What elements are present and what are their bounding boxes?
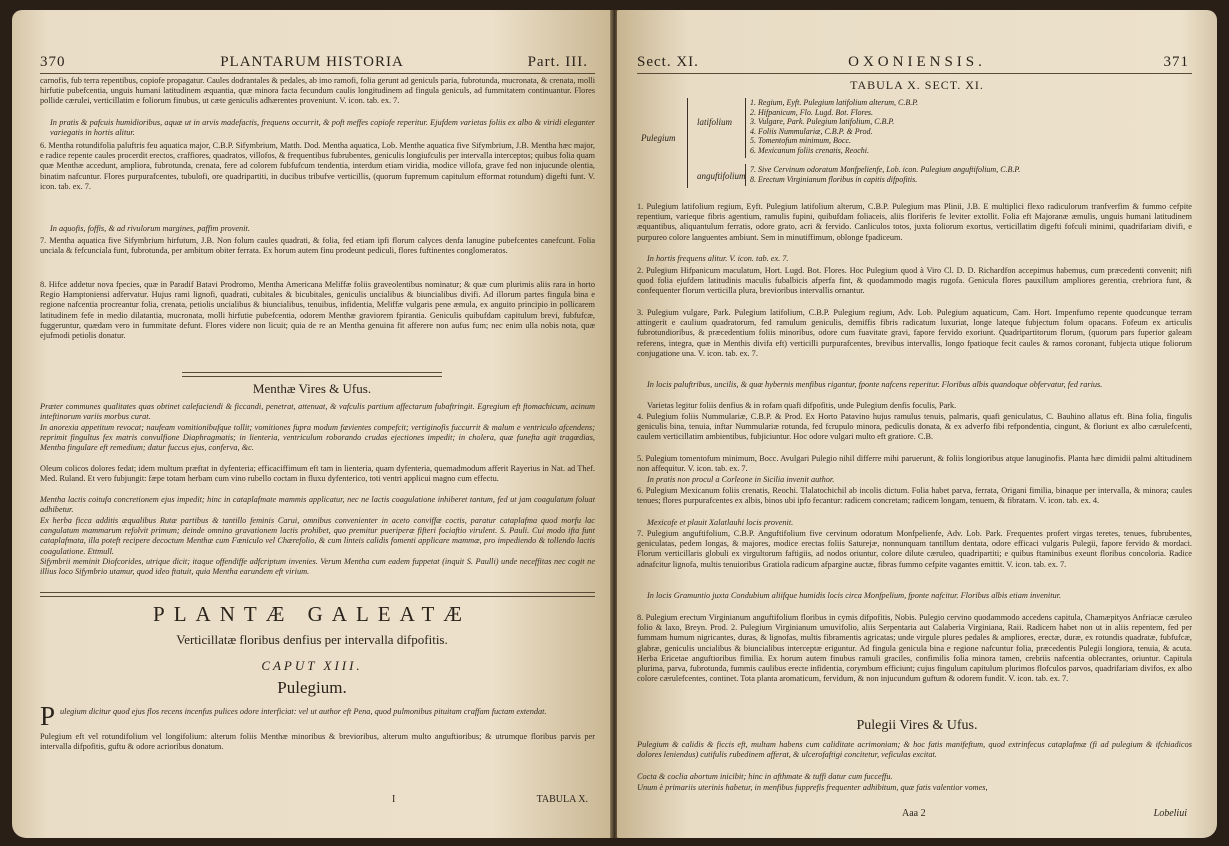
table-item: 1. Regium, Eyft. Pulegium latifolium alterum, C.B.P.: [750, 98, 919, 107]
paragraph: 8. Pulegium erectum Virginianum anguftifolium floribus in cymis difpofitis, Nobis. Pulegio cervino quodammodo accedens capitula, Chamæpityos Anfriacæ cæruleo folio & laxo, Breyn. Prod. 2. Pulegium Virginianum umuvifolio, aliis Serpentaria aut Calaberia Virginiana, Raii. Radicem habet non ut in aliis repentem, fed per fummam humum nigricantes, duras, & lignofas, multis fibramentis agricatas; unde virgule plures pedales & ampliores, erectæ, duræ, ex rotundis quadratæ, fubfufcæ, glabræ, geniculis uncialibus & biuncialibus interceptæ eriguntur. Ad fingula genicula bina e regione nafcuntur folia, præcedentis Pulegii longiora, tenuia, & acuta. Herba Ericetae anguftioribus fimilia. Ex horum autem finubus ramuli graciles, confimilis folia minora tamen, crebriis nafcentia oblecrantes, oriuntur. Capitula plurima, parva, fubrotunda, fummis caulibus erecte infidentia, corymbum efficiunt; cujus fingulum capitulum plurimos flofculos parvos, quadrifariam divifos, ex albo colore cærulefcentes, continet. Tota planta aromaticum, fervidum, & non injucundum guftum & odorem fundit. V. icon. tab. ex. 7.: [637, 613, 1192, 684]
table-list: [750, 165, 1190, 184]
table-group-label: anguftifolium: [697, 171, 746, 181]
paragraph: 2. Pulegium Hifpanicum maculatum, Hort. Lugd. Bot. Flores. Hoc Pulegium quod à Viro Cl. D. D. Richardfon accepimus habemus, cum præcedenti convenit; nifi quod folia ejufdem latitudinis maculis fubalbicis afperfa fint, & quodammodo magis rugofa. Genicula flores pauxillum ampliores gerentia, crebriora funt, & confequenter florum verticilla plura, brevioribus intervallis ornantur.: [637, 266, 1192, 296]
section-label: Sect. XI.: [637, 54, 699, 70]
paragraph: Varietas legitur foliis denfius & in rofam quafi difpofitis, unde Pulegium denfis foculis, Park.: [647, 401, 957, 410]
paragraph: In anorexia appetitum revocat; naufeam vomitionibufque tollit; vomitiones fupra modum fævientes compefcit; vertiginofis fuccurrit & malum e ventriculo afcendens; reprimit fingultus fex matris convulfione Diaphragmatis; in lienteria, ventriculum roborando crudas ejectiones impedit; in cholera, quæ funefta agit tragœdias, Mentha fingulare eft remedium; datur fuccus ejus, conferva, &c.: [40, 423, 595, 453]
table-title: TABULA X. SECT. XI.: [850, 78, 984, 92]
right-page: [617, 10, 1217, 838]
open-book: [12, 10, 1217, 838]
paragraph: 7. Pulegium anguftifolium, C.B.P. Anguftifolium five cervinum odoratum Monfpelienfe, Adv. Lob. Park. Frequentes profert virgas teretes, tenues, fubrubentes, geniculatas, pedem longas, & majores, modice erectas foliis Saturejæ, nonnunquam tantillum dentata, odore efficaci vulgaris Pulegii, fapore fervido & mordaci. Florum verticillaris globuli ex virgultorum faftigiis, ad nodos oriuntur, colore dilute cæruleo, quadripartiti; e quibus ftaminibus exeunt floribus concoloria. Radice adnafcitur lignofa, multis tenuioribus Gratiola radicum afpargine auctæ, fibras fummo cefpite vagantes emittit. V. icon. tab. ex. 7.: [637, 529, 1192, 569]
catchword: TABULA X.: [536, 794, 588, 805]
table-item: 5. Tomentofum minimum, Bocc.: [750, 136, 852, 146]
paragraph: 6. Pulegium Mexicanum foliis crenatis, Reochi. Tlalatochichil ab incolis dictum. Folia habet parva, ferrata, Origani fimilia, binaque per intervalla, & minora; caules tenues; flores purpurafcentes ex albis, binos ubi ipfo fecantur: radicem concretam; radicem longam, tenuem, & fibratam. V. icon. tab. ex. 4.: [637, 486, 1192, 506]
paragraph: Unum è primariis uterinis habetur, in menfibus fupprefis frequenter adhibitum, quæ fatis valentior vomes,: [637, 783, 988, 792]
paragraph: In locis Gramuntio juxta Condubium aliifque humidis locis circa Monfpelium, fponte nafcitur. Floribus albis etiam invenitur.: [647, 591, 1062, 600]
paragraph: 8. Hifce addetur nova fpecies, quæ in Paradif Batavi Prodromo, Mentha Americana Meliffæ foliis graveolentibus nominatur; & quæ cum plurimis aliis rara in horto Regio Hamptoniensi adfervatur. Hujus rami lignofi, quadrati, cubitales & bicubitales, geniculis uncialibus & biuncialibus divifi. Ad illorum partes fingula bina e regione nafcentia procreantur folia, crenata, petiolis uncialibus & biuncialibus, tenuibus, infidentia, Meliffæ vulgaris pene æmula, ex anguito principio in pollicarem latitudinem fefe in medio dilatantia, mucronata, molli hirfutie pubefcentia, odorem Menthæ graviorem fpirantia. Geniculis quibufdam capitulum brevi, fubfufcæ, fuggeruntur, quædam vero in fummitate defunt. Flores videre non licuit; quia de re an Mentha genuina fit afferere non aufus fum; nec enim ulla nobis nota, quæ ejufmodi petiolis donatur.: [40, 280, 595, 341]
table-brace: [745, 164, 746, 186]
paragraph: Præter communes qualitates quas obtinet calefaciendi & ficcandi, penetrat, attenuat, & vafculis partium affectarum fubaftringit. Egregium eft ftomachicum, acinum inteftinorum variis morbus curat.: [40, 402, 595, 422]
table-item: 8. Erectum Virginianum floribus in capitis difpofitis.: [750, 174, 918, 184]
ornament-rule: [40, 592, 595, 597]
paragraph: 7. Mentha aquatica five Sifymbrium hirfutum, J.B. Non folum caules quadrati, & folia, fed etiam ipfi florum calyces denfa lanugine pubefcentes canefcunt. Folia unciala & fefcunciala funt, fubrotunda, per ambitum obiter ferrata. Ex horum autem finu prodeunt pediculi, flores fuftinentes conglomeratos.: [40, 236, 595, 256]
paragraph: Pulegium & calidis & ficcis eft, multam habens cum caliditate acrimoniam; & hoc fatis manifeftum, quod extrinfecus cataplafmæ (fi ad pulegium & ifchiadicos dolores leniendus) cutifulis rubedinem afferat, & ulcerofaftigi concitetur, veficulas excitat.: [637, 740, 1192, 760]
paragraph: In aquofis, foffis, & ad rivulorum margines, paffim provenit.: [50, 224, 250, 233]
signature-mark: I: [392, 794, 396, 805]
paragraph: Pulegium eft vel rotundifolium vel longifolium: alterum foliis Menthæ minoribus & brevioribus, alterum multo anguftioribus; & utrumque floribus parvis per intervalla difpofitis, guftu & odore acrioribus donatum.: [40, 732, 595, 752]
paragraph: Cocta & coclia abortum inicibit; hinc in afthmate & tuffi datur cum fucceffu.: [637, 772, 893, 781]
paragraph: Ex herba ficca additis æqualibus Rutæ partibus & tantillo feminis Carui, omnibus convenienter in aceto conviffæ coctis, paratur cataplafma quod morfu lac cangulatum mammarum refolvit primum; deinde omnino gravationem lactis prohibet, quo premitur pueriperæ fifteri fociaftio virulent. S. Pauli. Cui modo ifta funt cataplafmata, illa poteft recipere decoctum Menthæ cum Fœniculo vel Chærefolio, & cum linteis calidis fomenti applicare mammæ, pro impediendo & tollendo lactis coagulatione. Ettmull.: [40, 516, 595, 556]
paragraph: Mentha lactis coitufa concretionem ejus impedit; hinc in cataplafmate mammis applicatur, nec ne lactis coagulatione inhiberet tantum, fed ut jam coagulatum foluat adhibetur.: [40, 495, 595, 515]
chapter-number: CAPUT XIII.: [261, 658, 363, 673]
chapter-title: Pulegium.: [277, 678, 347, 697]
page-number: 370: [40, 54, 66, 70]
paragraph: Sifymbrii meminit Diofcorides, utrique dicit; itaque offendiffe adfcriptum invenies. Verum Mentha cum eadem fuppetat (inquit S. Paulli) unde neceffitas nec cogit ne illius loco Sifymbrio utamur, quod ideo ftatuit, quia Mentha earundem eft virium.: [40, 557, 595, 577]
table-genus-label: Pulegium: [641, 133, 676, 143]
drop-cap: P: [40, 701, 56, 731]
paragraph: 4. Pulegium foliis Nummulariæ, C.B.P. & Prod. Ex Horto Patavino hujus ramulus tenuis, palmaris, quafi geniculatus, C. Bauhino allatus eft. Bina folia, fingulis geniculis bina, tenuia, inftar Nummulariæ rotunda, fed fcrupulo minora, pediculis donata, & ex adverfo fibi refpondentia, cingunt, & floriunt ex albo cærulefcenti, caulem verticillatim ambientibus, fubjiciuntur. Hoc odore vulgari multo eft gratiore. C.B.: [637, 412, 1192, 442]
paragraph: In hortis frequens alitur. V. icon. tab. ex. 7.: [647, 254, 789, 263]
header-rule: [637, 73, 1192, 74]
table-brace: [745, 98, 746, 158]
paragraph: carnofis, fub terra repentibus, copiofe propagatur. Caules dodrantales & pedales, ab imo ramofi, folia gerunt ad geniculs paria, fubrotunda, mucronata, & crenata, molli hirfutie pubefcentia, unguis humani latitudinem æquantia, quæ minora facta fecundum caulis longitudinem ad fingula geniculs, ad fummitatem continuantur. Flores pollide cærulei, verticillatim e foliorum finubus, ut cæte geniculis adhærentes proveniunt. V. icon. tab. ex. 7.: [40, 76, 596, 106]
table-item: 2. Hifpanicum, Flo. Lugd. Bot. Flores.: [750, 107, 874, 117]
paragraph: 1. Pulegium latifolium regium, Eyft. Pulegium latifolium alterum, C.B.P. Pulegium mas Plinii, J.B. E multiplici flexo radiculorum tranfverfim & fummo cefpite repentium, varieque fibris agentium, ramulis fupini, quibufdam foliaceis, aliis floriferis fe leviter extollit. Folia eft Majoranæ æmulis, unguis humani latitudinem æquantibus, aliquantulum ferratis, odore grato, acri & fervido. Canliculos totos, juxta foliorum exortus, verticillatim digefti fofculi minimi, quadrifariam divifi, e purpureo colore languentes ambiunt. Sem in minutiffimum, oblonge fpadiceum.: [637, 202, 1192, 242]
paragraph: In pratis non procul a Corleone in Sicilia invenit author.: [647, 475, 835, 484]
ornament-rule: [182, 372, 442, 377]
paragraph: 5. Pulegium tomentofum minimum, Bocc. Avulgari Pulegio nihil differre mihi paruerunt, & foliis longioribus atque lanuginofis. Planta hæc dimidii palmi altitudinem non affequitur. V. icon. tab. ex. 7.: [637, 454, 1192, 474]
running-head: PLANTARUM HISTORIA: [220, 54, 404, 70]
paragraph: 3. Pulegium vulgare, Park. Pulegium latifolium, C.B.P. Pulegium regium, Adv. Lob. Pulegium aquaticum, Cam. Hort. Impenfumo repente quodcunque terram attingerit e caulium quadratorum, fed ramulum geniculis, demiffis fibris radicatum luxuriat, longe lateque fubjectum folum opacans. Fofeum ex articulis fubrotundioribus, & præcedentium foliis minoribus, odore cum fuavitate gravi, fapore fervido exoriunt. Quadripartitorum florum, (quorum pars fuperior galeam referens, integra, quæ in Menthis divifa eft) verticilli purpurafcentes, brevibus intervallis, longo fpatioque fecit caules & ramos coronant, fubjecta utique foliorum conjugatione una. V. icon. tab. ex. 7.: [637, 308, 1192, 358]
paragraph: ulegium dicitur quod ejus flos recens incenfus pulices odore interficiat: vel ut author eft Pena, quod pulmonibus pituitam craffam fuctam extendat.: [60, 707, 547, 716]
paragraph: In locis paluftribus, uncilis, & quæ hybernis menfibus rigantur, fponte nafcens reperitur. Floribus albis quandoque obfervatur, fed rarius.: [647, 380, 1103, 389]
page-number: 371: [1163, 54, 1189, 70]
section-title: Pulegii Vires & Ufus.: [856, 718, 978, 733]
paragraph: 6. Mentha rotundifolia paluftris feu aquatica major, C.B.P. Sifymbrium, Matth. Dod. Mentha aquatica, Lob. Menthe aquatica five Sifymbrium, J.B. Mentha hæc major, e radice repente caules procerdit erectos, craffiores, quadratos, villofos, & frequentibus fubrubentes, geniculis longiufculis per intervalla interceptos; quibus folia quam quæ Menthæ accedunt, ampliora, fubrotunda, crenata, fere ad colorem fubfufcum tendentia, interdum etiam viridia, modice villofa, grave fed non injucunde olentia, binatim nafcuntur. Flores purpurafcentes, tubulofi, ore quadripartiti, in ducibus tribufve verticillis, (quorum fupremum capitulum efformat rotundum) digefti funt. V. icon. tab. ex. 7.: [40, 141, 595, 191]
table-group-label: latifolium: [697, 117, 733, 127]
paragraph: In pratis & pafcuis humidioribus, aquæ ut in arvis madefactis, frequens occurrit, & poft meffes copiofe reperitur. Ejufdem varietas foliis ex albo & viridi eleganter variegatis in hortis alitur.: [50, 118, 595, 138]
class-subtitle: Verticillatæ floribus denfius per intervalla difpofitis.: [176, 632, 448, 647]
table-item: 7. Sive Cervinum odoratum Monfpelienfe, Lob. icon. Pulegium anguftifolium, C.B.P.: [750, 165, 1021, 174]
header-rule: [40, 73, 595, 74]
signature-mark: Aaa 2: [902, 808, 926, 819]
paragraph: Oleum colicos dolores fedat; idem multum præftat in dyfenteria; efficaciffimum eft tam in lienteria, quam dyfenteria, quemadmodum afferit Rayerius in Nat. ad Thef. Med. Ruland. Et vero fubjungit: fæpe totam herbam cum vino rubello coctam in fluxu dyfenterico, toti ventri applicui magno cum effectu.: [40, 464, 595, 484]
section-title: Menthæ Vires & Ufus.: [252, 381, 372, 396]
table-item: 6. Mexicanum foliis crenatis, Reochi.: [750, 145, 870, 155]
part-label: Part. III.: [527, 54, 588, 70]
paragraph: Mexicofe et plauit Xalatlauhi locis provenit.: [647, 518, 794, 527]
table-brace: [687, 98, 688, 188]
table-item: 3. Vulgare, Park. Pulegium latifolium, C.B.P.: [750, 117, 895, 127]
class-title: PLANTÆ GALEATÆ: [153, 602, 471, 626]
left-page: [12, 10, 612, 838]
table-item: 4. Foliis Nummulariæ, C.B.P. & Prod.: [750, 126, 873, 136]
running-head: OXONIENSIS.: [848, 54, 986, 70]
catchword: Lobeliui: [1153, 808, 1187, 819]
table-list: [750, 98, 1190, 156]
